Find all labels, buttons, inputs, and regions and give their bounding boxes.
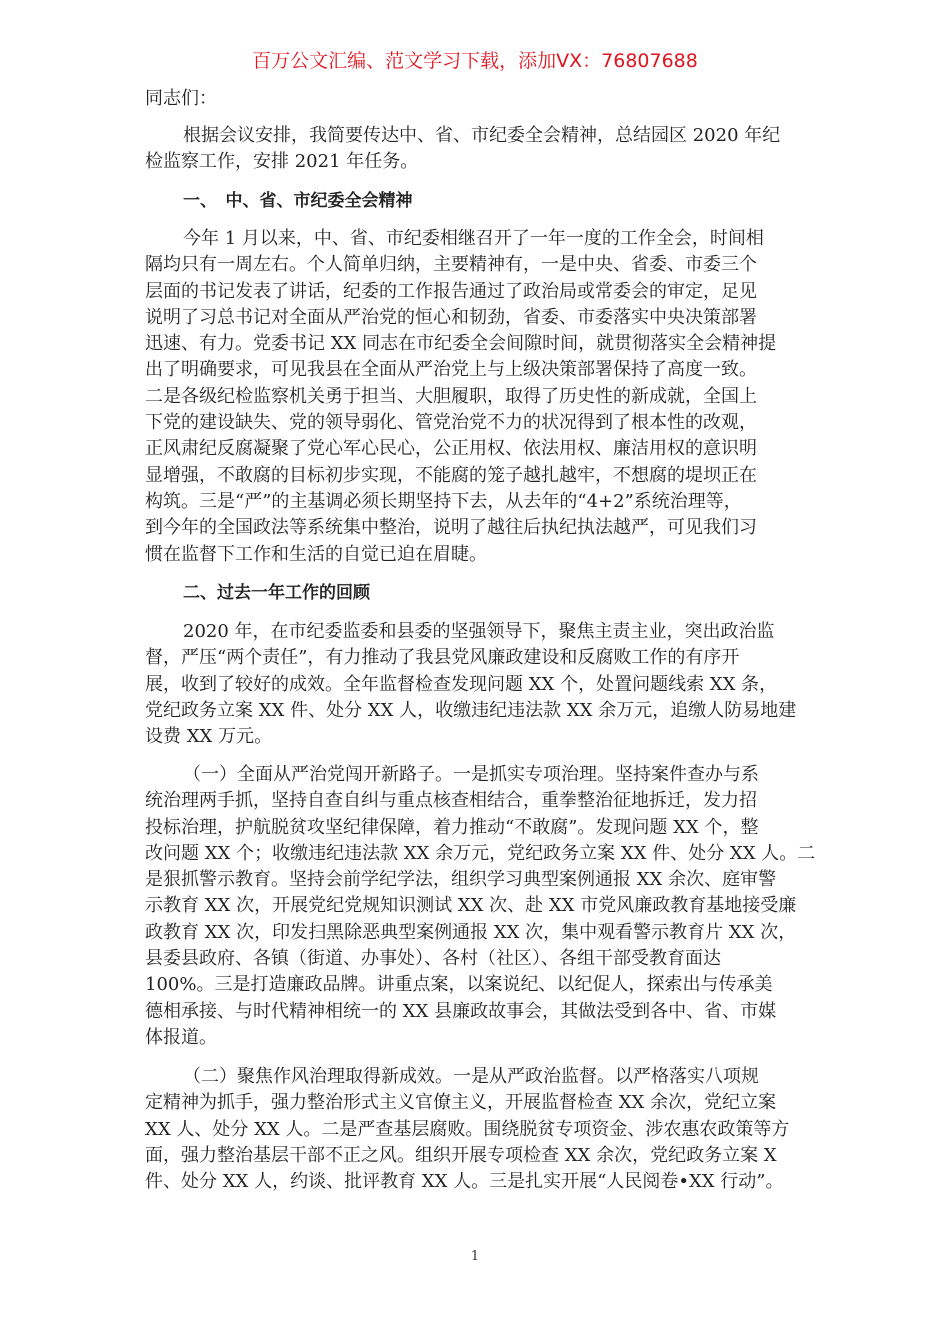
- text-line: 展，收到了较好的成效。全年监督检查发现问题 XX 个，处置问题线索 XX 条，: [145, 673, 778, 695]
- paragraph-plenary-spirit: [145, 226, 805, 568]
- text-line: 统治理两手抓，坚持自查自纠与重点核查相结合，重拳整治征地拆迁，发力招: [145, 790, 757, 812]
- greeting: [145, 86, 805, 112]
- text-line: （二）聚焦作风治理取得新成效。一是从严政治监督。以严格落实八项规: [183, 1066, 759, 1087]
- text-line: 出了明确要求，可见我县在全面从严治党上与上级决策部署保持了高度一致。: [145, 359, 757, 381]
- text-line: 正风肃纪反腐凝聚了党心军心民心，公正用权、依法用权、廉洁用权的意识明: [145, 438, 757, 460]
- text-line: 到今年的全国政法等系统集中整治，说明了越往后执纪执法越严，可见我们习: [145, 517, 757, 539]
- text-line: 下党的建设缺失、党的领导弱化、管党治党不力的状况得到了根本性的改观，: [145, 412, 757, 434]
- text-line: 隔均只有一周左右。个人简单归纳，主要精神有，一是中央、省委、市委三个: [145, 254, 757, 276]
- text-line: 督，严压“两个责任”，有力推动了我县党风廉政建设和反腐败工作的有序开: [145, 647, 740, 669]
- page-number: 1: [470, 1249, 480, 1264]
- text-line: （一）全面从严治党闯开新路子。一是抓实专项治理。坚持案件查办与系: [183, 764, 759, 785]
- section-heading-2: [145, 580, 805, 606]
- heading-text: 一、 中、省、市纪委全会精神: [183, 191, 413, 211]
- watermark-banner: 百万公文汇编、范文学习下载，添加VX：76807688: [252, 50, 698, 72]
- paragraph-review-summary: [145, 619, 805, 750]
- text-line: 今年 1 月以来，中、省、市纪委相继召开了一年一度的工作全会，时间相: [183, 228, 764, 249]
- text-line: 说明了习总书记对全面从严治党的恒心和韧劲，省委、市委落实中央决策部署: [145, 306, 757, 328]
- text-line: 检监察工作，安排 2021 年任务。: [145, 151, 419, 173]
- text-line: 2020 年，在市纪委监委和县委的坚强领导下，聚焦主责主业，突出政治监: [183, 621, 775, 642]
- text-line: 示教育 XX 次，开展党纪党规知识测试 XX 次、赴 XX 市党风廉政教育基地接受廉: [145, 895, 797, 917]
- text-line: 件、处分 XX 人，约谈、批评教育 XX 人。三是扎实开展“人民阅卷•XX 行动”。: [145, 1171, 784, 1193]
- text-line: 德相承接、与时代精神相统一的 XX 县廉政故事会，其做法受到各中、省、市媒: [145, 1000, 777, 1022]
- text-line: 政教育 XX 次，印发扫黑除恶典型案例通报 XX 次，集中观看警示教育片 XX 次，: [145, 921, 797, 943]
- text-line: 层面的书记发表了讲话，纪委的工作报告通过了政治局或常委会的审定，足见: [145, 280, 757, 302]
- text-line: XX 人、处分 XX 人。二是严查基层腐败。围绕脱贫专项资金、涉农惠农政策等方: [145, 1118, 790, 1140]
- heading-text: 二、过去一年工作的回顾: [183, 583, 370, 603]
- text-line: 构筑。三是“严”的主基调必须长期坚持下去，从去年的“4+2”系统治理等，: [145, 490, 742, 512]
- text-line: 投标治理，护航脱贫攻坚纪律保障，着力推动“不敢腐”。发现问题 XX 个，整: [145, 816, 759, 838]
- text-line: 100%。三是打造廉政品牌。讲重点案，以案说纪、以纪促人，探索出与传承美: [145, 974, 773, 996]
- text-line: 显增强，不敢腐的目标初步实现，不能腐的笼子越扎越牢，不想腐的堤坝正在: [145, 464, 757, 486]
- text-line: 设费 XX 万元。: [145, 726, 273, 748]
- text-line: 是狠抓警示教育。坚持会前学纪学法，组织学习典型案例通报 XX 余次、庭审警: [145, 869, 777, 891]
- section-heading-1: [145, 188, 805, 214]
- text-line: 县委县政府、各镇（街道、办事处）、各村（社区）、各组干部受教育面达: [145, 948, 721, 970]
- text-line: 体报道。: [145, 1026, 217, 1048]
- text-line: 定精神为抓手，强力整治形式主义官僚主义，开展监督检查 XX 余次，党纪立案: [145, 1092, 777, 1114]
- text-line: 党纪政务立案 XX 件、处分 XX 人，收缴违纪违法款 XX 余万元，追缴人防易地建: [145, 699, 797, 721]
- text-line: 迅速、有力。党委书记 XX 同志在市纪委全会间隙时间，就贯彻落实全会精神提: [145, 333, 777, 355]
- greeting-line: 同志们：: [145, 88, 217, 109]
- text-line: 根据会议安排，我简要传达中、省、市纪委全会精神，总结园区 2020 年纪: [183, 125, 781, 146]
- paragraph-strict-governance: [145, 762, 816, 1051]
- text-line: 惯在监督下工作和生活的自觉已迫在眉睫。: [145, 543, 487, 565]
- text-line: 面，强力整治基层干部不正之风。组织开展专项检查 XX 余次，党纪政务立案 X: [145, 1144, 777, 1166]
- intro-paragraph: [145, 123, 805, 176]
- text-line: 改问题 XX 个；收缴违纪违法款 XX 余万元，党纪政务立案 XX 件、处分 XX 人。二: [145, 842, 816, 864]
- paragraph-work-style: [145, 1064, 805, 1195]
- text-line: 二是各级纪检监察机关勇于担当、大胆履职，取得了历史性的新成就，全国上: [145, 385, 757, 407]
